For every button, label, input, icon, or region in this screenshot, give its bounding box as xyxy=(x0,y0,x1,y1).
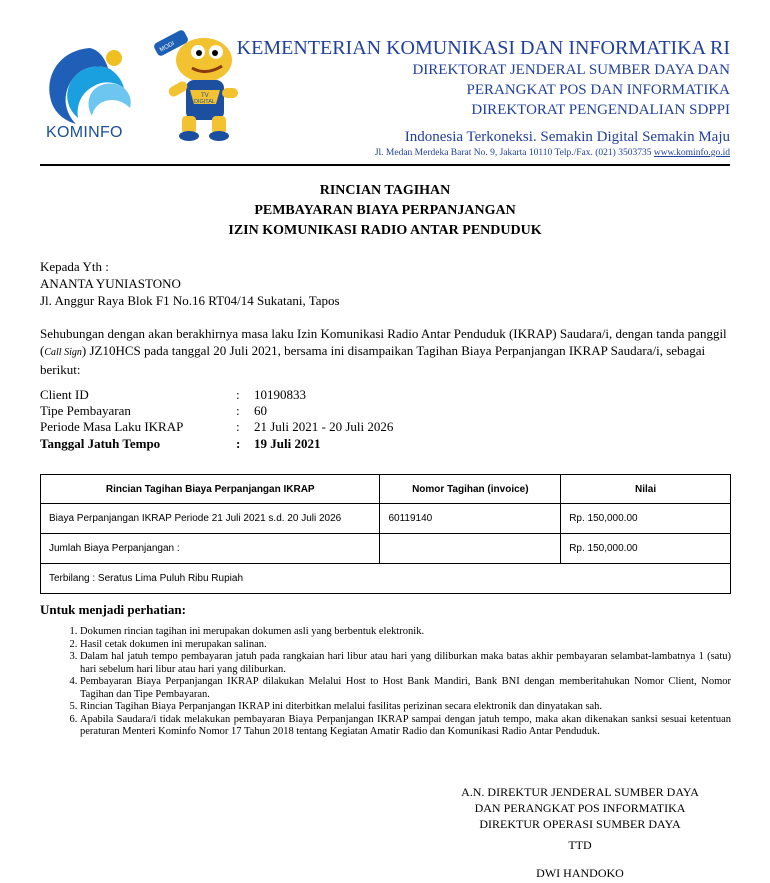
column-header: Nilai xyxy=(561,475,731,504)
signature-line-2: DAN PERANGKAT POS INFORMATIKA xyxy=(474,801,686,815)
recipient-name: ANANTA YUNIASTONO xyxy=(40,276,181,291)
table-terbilang-row xyxy=(41,564,731,594)
letterhead xyxy=(237,36,730,159)
directorate-line-3: DIREKTORAT PENGENDALIAN SDPPI xyxy=(471,102,730,118)
table-row xyxy=(41,504,731,534)
list-item: 1. Dokumen rincian tagihan ini merupakan dokumen asli yang berbentuk elektronik. xyxy=(80,626,731,639)
signatory-name: DWI HANDOKO xyxy=(536,866,624,880)
billing-table xyxy=(40,474,731,594)
mascot-label-modi: MODI xyxy=(159,40,176,54)
field-value: 21 Juli 2021 - 20 Juli 2026 xyxy=(254,419,394,434)
contact-line xyxy=(237,147,730,159)
list-item: 2. Hasil cetak dokumen ini merupakan salinan. xyxy=(80,639,731,652)
field-label: Tanggal Jatuh Tempo xyxy=(40,436,161,451)
list-item: 3. Dalam hal jatuh tempo pembayaran jatuh pada rangkaian hari libur atau hari yang diliburkan maka batas akhir pembayaran selambat-lambatnya 1 (satu) hari sebelum hari libur atau hari yang diliburkan. xyxy=(80,651,731,676)
list-item: 4. Pembayaran Biaya Perpanjangan IKRAP dilakukan Melalui Host to Host Bank Mandiri, Bank BNI dengan memberitahukan Nomor Client, Nomor Tagihan dan Tipe Pembayaran. xyxy=(80,676,731,701)
column-header: Rincian Tagihan Biaya Perpanjangan IKRAP xyxy=(41,475,380,504)
table-cell xyxy=(380,534,561,564)
header-divider xyxy=(40,164,730,166)
intro-text-1: Sehubungan dengan akan berakhirnya masa laku Izin Komunikasi Radio Antar Penduduk (IKRAP) Saudara/i, dengan tanda panggil ( xyxy=(40,326,727,358)
recipient-address: Jl. Anggur Raya Blok F1 No.16 RT04/14 Sukatani, Tapos xyxy=(40,293,340,308)
field-value: 10190833 xyxy=(254,387,306,402)
column-header: Nomor Tagihan (invoice) xyxy=(380,475,561,504)
signature-ttd: TTD xyxy=(568,838,592,852)
field-value: 19 Juli 2021 xyxy=(254,436,321,451)
tagline: Indonesia Terkoneksi. Semakin Digital Semakin Maju xyxy=(404,129,730,145)
terbilang: Terbilang : Seratus Lima Puluh Ribu Rupiah xyxy=(41,564,731,594)
notes-title: Untuk menjadi perhatian: xyxy=(40,602,186,617)
table-header-row xyxy=(41,475,731,504)
tv-digital-mascot-icon xyxy=(152,30,242,142)
field-row: Client ID : 10190833 xyxy=(40,387,393,403)
directorate-line-2: PERANGKAT POS DAN INFORMATIKA xyxy=(466,82,730,98)
website-link[interactable]: www.kominfo.go.id xyxy=(653,148,730,158)
list-item: 6. Apabila Saudara/i tidak melakukan pembayaran Biaya Perpanjangan IKRAP sampai dengan jatuh tempo, maka akan dikenakan sanksi sesuai ketentuan peraturan Menteri Kominfo Nomor 17 Tahun 2018 tentang Kegiatan Amatir Radio dan Komunikasi Radio Antar Penduduk. xyxy=(80,714,731,739)
billing-fields xyxy=(40,387,393,453)
table-cell: Rp. 150,000.00 xyxy=(561,504,731,534)
field-row: Periode Masa Laku IKRAP : 21 Juli 2021 - 20 Juli 2026 xyxy=(40,419,394,434)
table-cell: Biaya Perpanjangan IKRAP Periode 21 Juli 2021 s.d. 20 Juli 2026 xyxy=(41,504,380,534)
title-line-3: IZIN KOMUNIKASI RADIO ANTAR PENDUDUK xyxy=(228,223,542,238)
total-label: Jumlah Biaya Perpanjangan : xyxy=(41,534,380,564)
title-line-2: PEMBAYARAN BIAYA PERPANJANGAN xyxy=(254,203,516,218)
total-value: Rp. 150,000.00 xyxy=(561,534,731,564)
salutation: Kepada Yth : xyxy=(40,259,109,274)
field-value: 60 xyxy=(254,403,267,418)
field-row: Tipe Pembayaran : 60 xyxy=(40,403,393,419)
field-row: Tanggal Jatuh Tempo : 19 Juli 2021 xyxy=(40,435,393,453)
document-title xyxy=(0,181,770,241)
field-label: Periode Masa Laku IKRAP xyxy=(40,419,184,434)
list-item: 5. Rincian Tagihan Biaya Perpanjangan IKRAP ini diterbitkan melalui fasilitas perizinan secara elektronik dan dinyatakan sah. xyxy=(80,701,731,714)
table-cell: 60119140 xyxy=(380,504,561,534)
notes-list xyxy=(40,626,731,739)
field-label: Tipe Pembayaran xyxy=(40,403,131,418)
ministry-name: KEMENTERIAN KOMUNIKASI DAN INFORMATIKA RI xyxy=(236,37,730,59)
intro-text-2: ) JZ10HCS pada tanggal 20 Juli 2021, bersama ini disampaikan Tagihan Biaya Perpanjangan IKRAP Saudara/i, sebagai berikut: xyxy=(40,343,706,377)
mascot-label-tv: TV xyxy=(201,93,209,99)
intro-paragraph xyxy=(40,325,730,378)
directorate-line-1: DIREKTORAT JENDERAL SUMBER DAYA DAN xyxy=(412,62,730,78)
kominfo-logo-text: KOMINFO xyxy=(46,124,123,141)
mascot-label-digital: DIGITAL xyxy=(194,99,215,105)
signature-block xyxy=(440,784,720,832)
office-address: Jl. Medan Merdeka Barat No. 9, Jakarta 10110 Telp./Fax. (021) 3503735 xyxy=(374,148,652,158)
recipient-block xyxy=(40,258,340,309)
field-label: Client ID xyxy=(40,387,89,402)
callsign-label: Call Sign xyxy=(44,347,82,358)
table-total-row xyxy=(41,534,731,564)
signature-line-1: A.N. DIREKTUR JENDERAL SUMBER DAYA xyxy=(461,785,699,799)
signature-line-3: DIREKTUR OPERASI SUMBER DAYA xyxy=(479,817,681,831)
title-line-1: RINCIAN TAGIHAN xyxy=(319,183,451,198)
